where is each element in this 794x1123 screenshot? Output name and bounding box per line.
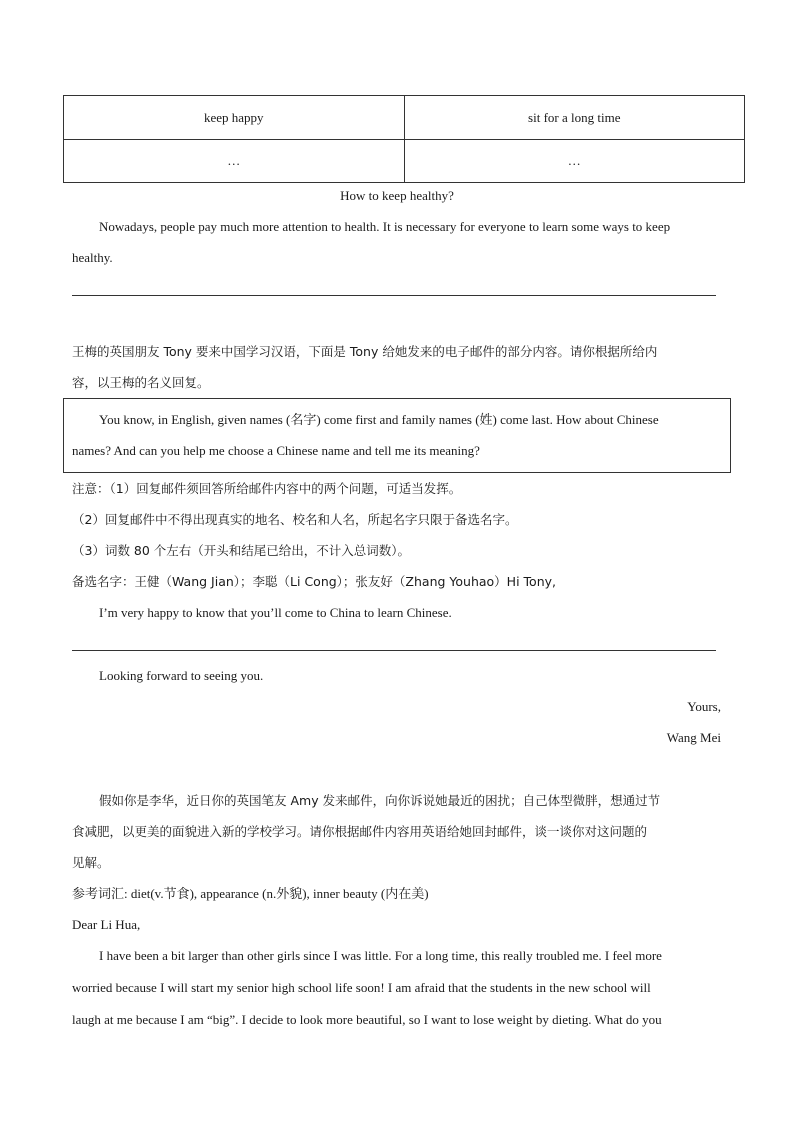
reply-opening: I’m very happy to know that you’ll come to China to learn Chinese.	[99, 605, 452, 620]
task2-prompt-line: 容，以王梅的名义回复。	[72, 375, 210, 390]
reply-signature: Wang Mei	[666, 730, 721, 745]
task3-prompt-line: 食减肥，以更美的面貌进入新的学校学习。请你根据邮件内容用英语给她回封邮件，谈一谈你对这问题的	[72, 824, 648, 839]
email-excerpt-box	[63, 398, 731, 473]
essay-title: How to keep healthy?	[340, 188, 454, 203]
table-row	[64, 140, 745, 183]
options-table	[63, 95, 745, 183]
table-row	[64, 96, 745, 140]
note-line: 注意：（1）回复邮件须回答所给邮件内容中的两个问题，可适当发挥。	[72, 481, 462, 496]
email-excerpt-line: names? And can you help me choose a Chinese name and tell me its meaning?	[72, 443, 480, 458]
table-cell: …	[404, 140, 745, 183]
answer-line	[72, 650, 716, 651]
table-cell: sit for a long time	[404, 96, 745, 140]
letter-salutation: Dear Li Hua,	[72, 917, 141, 932]
answer-line	[72, 295, 716, 296]
task2-prompt-line: 王梅的英国朋友 Tony 要来中国学习汉语，下面是 Tony 给她发来的电子邮件的部分内容。请你根据所给内	[72, 344, 658, 359]
essay-intro-line: healthy.	[72, 250, 113, 265]
letter-line: worried because I will start my senior high school life soon! I am afraid that the students in the new school will	[72, 980, 651, 995]
note-line: （3）词数 80 个左右（开头和结尾已给出，不计入总词数）。	[72, 543, 411, 558]
task3-prompt-line: 见解。	[72, 855, 110, 870]
letter-line: laugh at me because I am “big”. I decide to look more beautiful, so I want to lose weight by dieting. What do you	[72, 1012, 662, 1027]
candidate-names: 备选名字：王健（Wang Jian）；李聪（Li Cong）；张友好（Zhang Youhao）Hi Tony,	[72, 574, 556, 589]
note-line: （2）回复邮件中不得出现真实的地名、校名和人名，所起名字只限于备选名字。	[72, 512, 518, 527]
email-excerpt-line: You know, in English, given names (名字) come first and family names (姓) come last. How about Chinese	[99, 412, 659, 427]
table-cell: …	[64, 140, 405, 183]
task3-prompt-line: 假如你是李华，近日你的英国笔友 Amy 发来邮件，向你诉说她最近的困扰；自己体型微胖，想通过节	[99, 793, 661, 808]
table-cell: keep happy	[64, 96, 405, 140]
letter-line: I have been a bit larger than other girls since I was little. For a long time, this really troubled me. I feel more	[99, 948, 662, 963]
essay-intro-line: Nowadays, people pay much more attention to health. It is necessary for everyone to learn some ways to keep	[99, 219, 671, 234]
reply-sign-off: Yours,	[687, 699, 721, 714]
reply-closing: Looking forward to seeing you.	[99, 668, 264, 683]
vocabulary-hint: 参考词汇: diet(v.节食), appearance (n.外貌), inner beauty (内在美)	[72, 886, 429, 901]
